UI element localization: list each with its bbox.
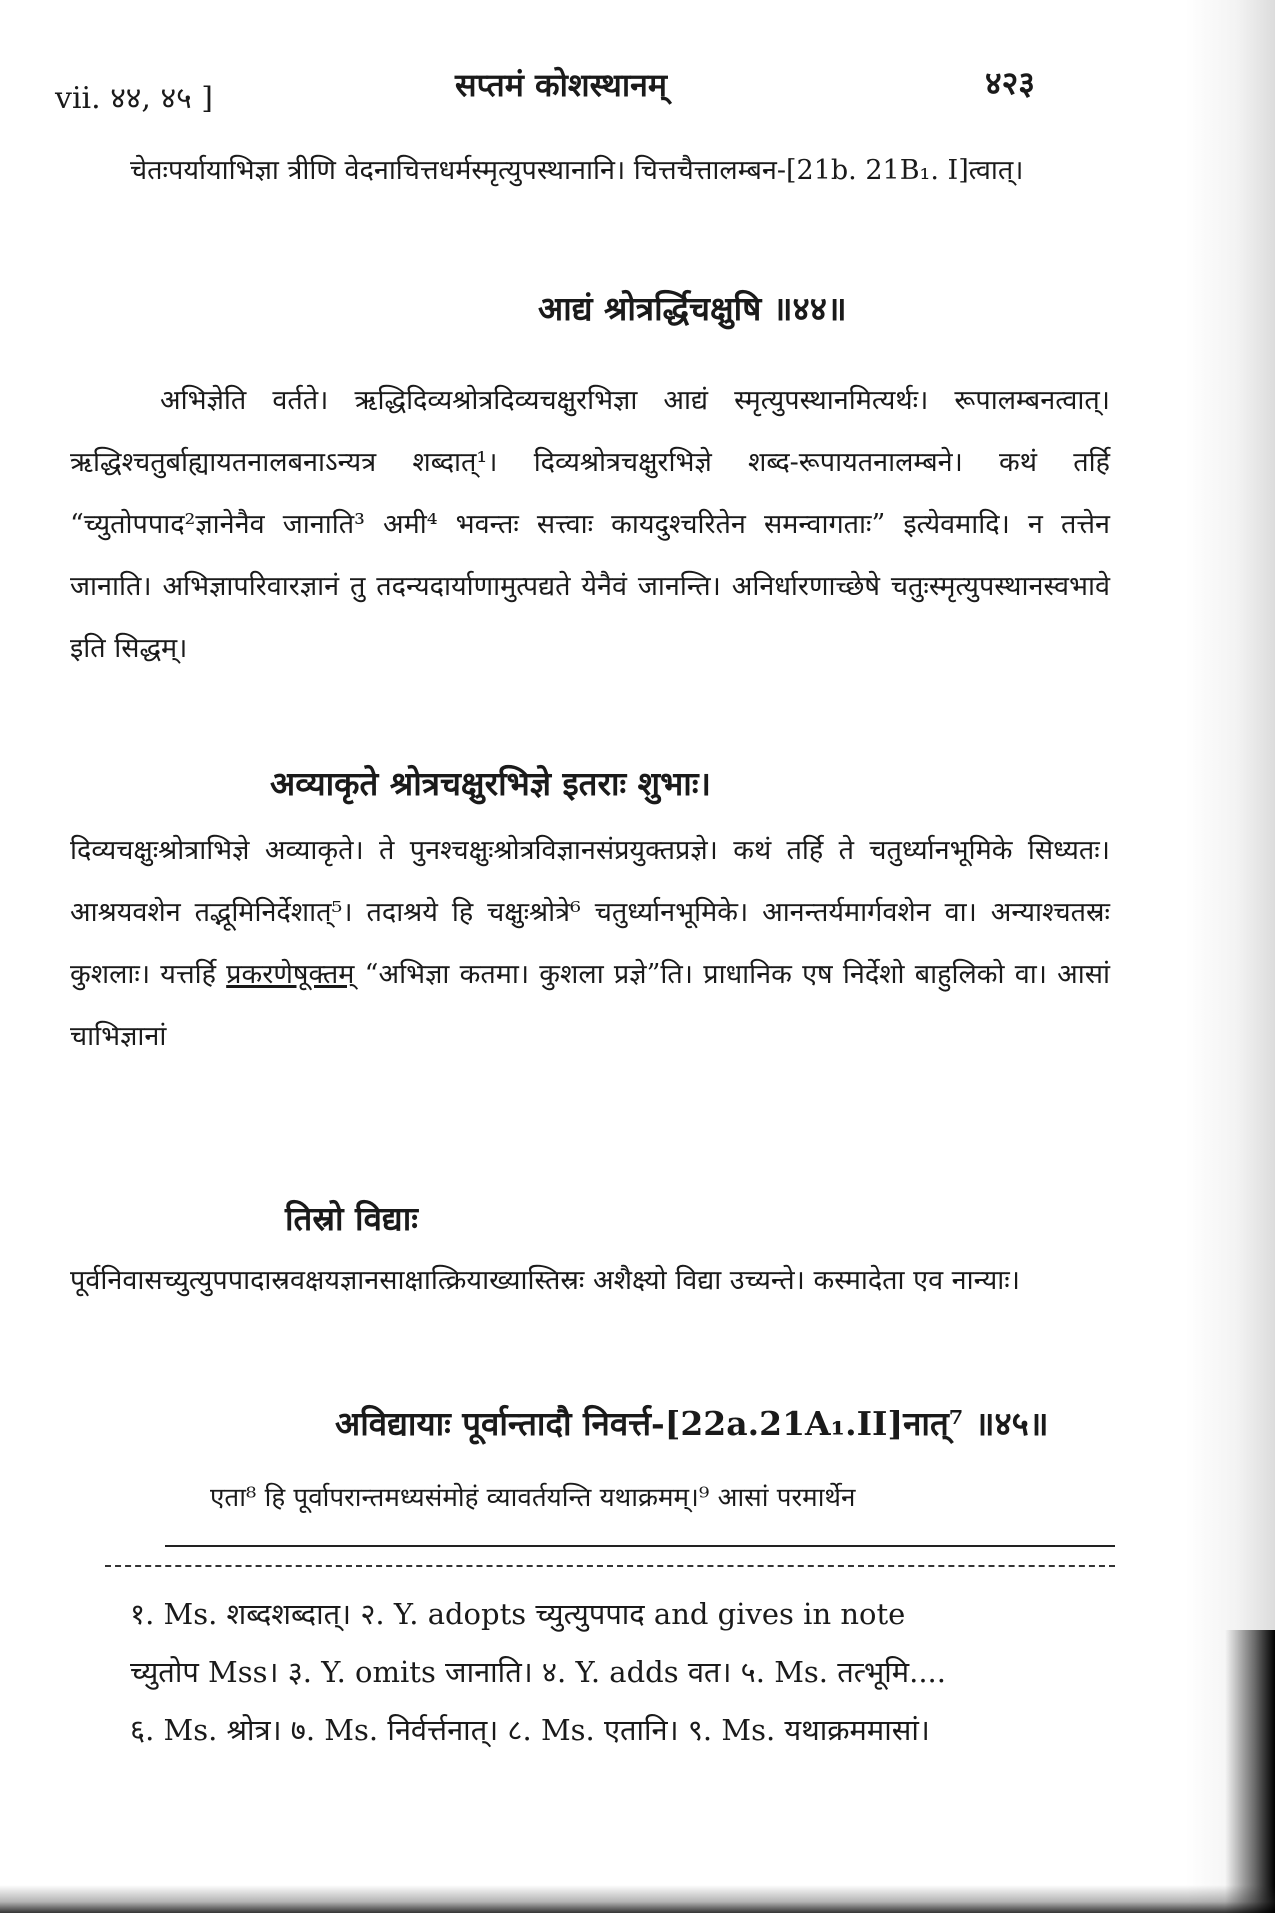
footnote-line: ६. Ms. श्रोत्र। ७. Ms. निर्वर्त्तनात्। ८. Ms. एतानि। ९. Ms. यथाक्रममासां। (130, 1713, 930, 1747)
paragraph-3-text: दिव्यचक्षुःश्रोत्राभिज्ञे अव्याकृते। ते पुनश्चक्षुःश्रोत्रविज्ञानसंप्रयुक्तप्रज्ञे। कथं तर्हि ते चतुर्ध्यानभूमिके सिध्यतः। आश्रयवशेन तद्भूमिनिर्देशात्⁵। तदाश्रये हि चक्षुःश्रोत्रे⁶ चतुर्ध्यानभूमिके। आनन्तर्यमार्गवशेन वा। अन्याश्चतस्रः कुशलाः। यत्तर्हि (70, 835, 1110, 990)
paragraph-5: एता⁸ हि पूर्वापरान्तमध्यसंमोहं व्यावर्तयन्ति यथाक्रमम्।⁹ आसां परमार्थेन (210, 1483, 856, 1513)
underlined-term: प्रकरणेषूक्तम् (226, 959, 355, 990)
text-rule (165, 1545, 1115, 1547)
verse-inferior-abhijna: अव्याकृते श्रोत्रचक्षुरभिज्ञे इतराः शुभाः। (270, 764, 712, 803)
running-title: सप्तमं कोशस्थानम् (455, 66, 668, 104)
page-edge-shadow (1225, 1630, 1275, 1913)
paragraph-3 (70, 820, 1110, 1068)
paragraph-4: पूर्वनिवासच्युत्युपपादास्रवक्षयज्ञानसाक्षात्क्रियाख्यास्तिस्रः अशैक्ष्यो विद्या उच्यन्ते। कस्मादेता एव नान्याः। (70, 1265, 1020, 1296)
paragraph-1: चेतःपर्यायाभिज्ञा त्रीणि वेदनाचित्तधर्मस्मृत्युपस्थानानि। चित्तचैत्तालम्बन-[21b. 21B₁. I]त्वात्। (130, 155, 1024, 186)
footnotes (130, 1585, 1130, 1759)
scan-bottom-shadow (0, 1885, 1275, 1913)
verse-three-vidya: तिस्रो विद्याः (285, 1199, 418, 1238)
section-reference: vii. ४४, ४५ ] (55, 81, 213, 116)
verse-44: आद्यं श्रोत्रर्द्धिचक्षुषि ॥४४॥ (538, 289, 847, 328)
footnote-line: च्युतोप Mss। ३. Y. omits जानाति। ४. Y. adds वत। ५. Ms. तत्भूमि.... (130, 1655, 946, 1689)
paragraph-3-continued: “अभिज्ञा कतमा। कुशला प्रज्ञे”ति। प्राधानिक एष निर्देशो बाहुलिको वा। आसां चाभिज्ञानां (70, 959, 1110, 1052)
page-number: ४२३ (985, 64, 1035, 102)
footnote-line: १. Ms. शब्दशब्दात्। २. Y. adopts च्युत्युपपाद and gives in note (130, 1597, 906, 1631)
verse-45: अविद्यायाः पूर्वान्तादौ निवर्त्त-[22a.21A₁.II]नात्⁷ ॥४५॥ (335, 1404, 1049, 1443)
footnote-separator (105, 1565, 1115, 1567)
running-header (0, 58, 1275, 118)
paragraph-2: अभिज्ञेति वर्तते। ऋद्धिदिव्यश्रोत्रदिव्यचक्षुरभिज्ञा आद्यं स्मृत्युपस्थानमित्यर्थः। रूपालम्बनत्वात्। ऋद्धिश्चतुर्बाह्यायतनालबनाऽन्यत्र शब्दात्¹। दिव्यश्रोत्रचक्षुरभिज्ञे शब्द-रूपायतनालम्बने। कथं तर्हि “च्युतोपपाद²ज्ञानेनैव जानाति³ अमी⁴ भवन्तः सत्त्वाः कायदुश्चरितेन समन्वागताः” इत्येवमादि। न तत्तेन जानाति। अभिज्ञापरिवारज्ञानं तु तदन्यदार्याणामुत्पद्यते येनैवं जानन्ति। अनिर्धारणाच्छेषे चतुःस्मृत्युपस्थानस्वभावे इति सिद्धम्। (70, 385, 1110, 664)
